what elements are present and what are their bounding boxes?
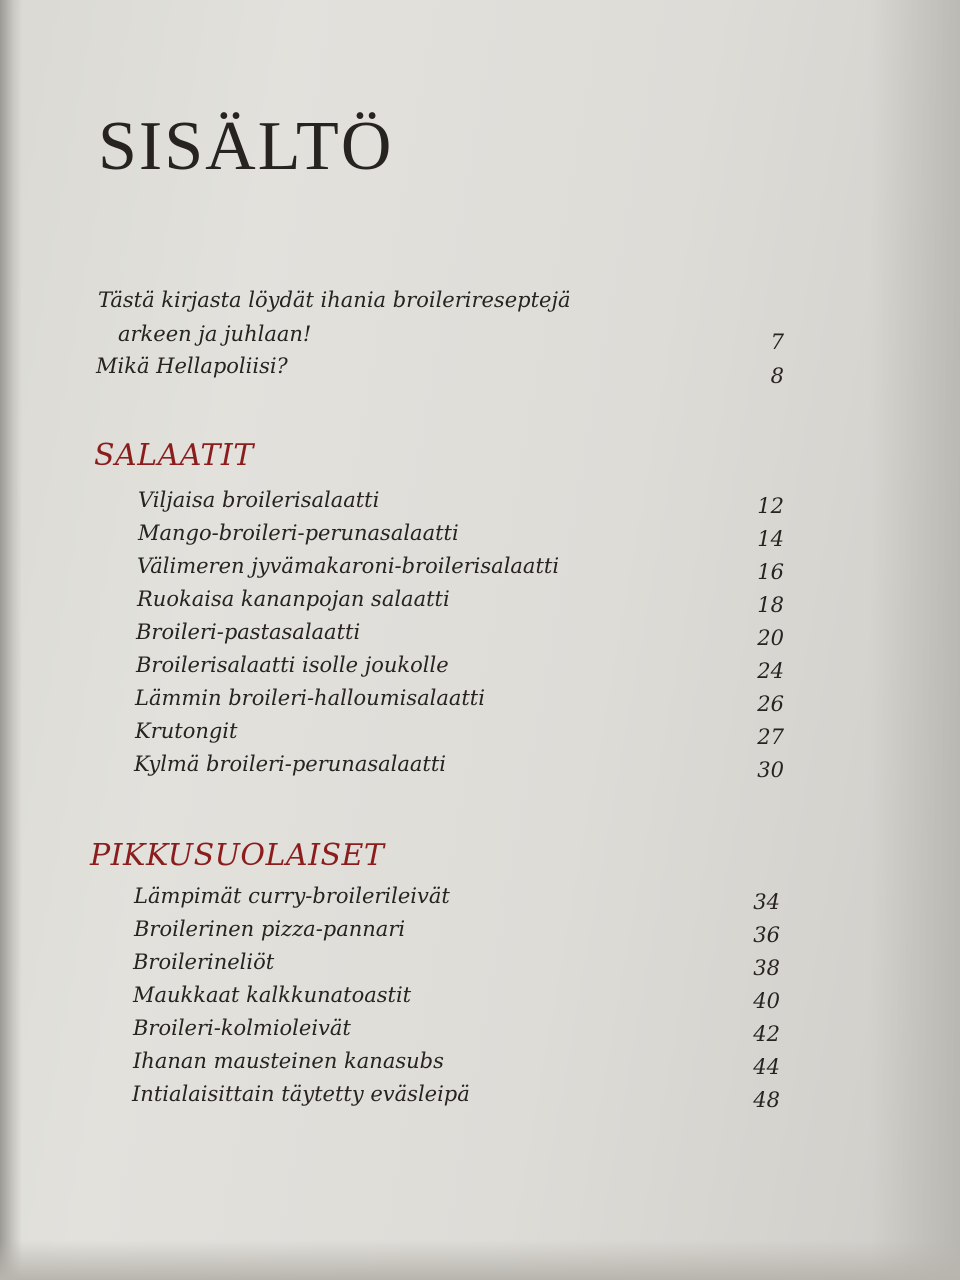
spine-shadow bbox=[0, 0, 22, 1280]
toc-entry-title: Ihanan mausteinen kanasubs bbox=[133, 1049, 444, 1073]
toc-entry-title: Välimeren jyvämakaroni-broilerisalaatti bbox=[137, 554, 560, 578]
toc-entry-title: Kylmä broileri-perunasalaatti bbox=[134, 752, 446, 776]
toc-entry-page-number: 40 bbox=[753, 989, 780, 1013]
toc-entry-page-number: 42 bbox=[753, 1022, 780, 1046]
page-title: SISÄLTÖ bbox=[98, 108, 394, 185]
toc-entry-title: Mango-broileri-perunasalaatti bbox=[138, 521, 459, 545]
toc-entry-page-number: 24 bbox=[757, 659, 784, 683]
toc-entry-title: Broileri-kolmioleivät bbox=[133, 1016, 351, 1040]
toc-entry-title: Maukkaat kalkkunatoastit bbox=[133, 983, 412, 1007]
toc-entry-title: Lämpimät curry-broilerileivät bbox=[134, 884, 450, 908]
page-shadow bbox=[870, 0, 960, 1280]
intro-page-number: 7 bbox=[770, 330, 784, 354]
toc-entry-title: Broileri-pastasalaatti bbox=[136, 620, 361, 644]
toc-entry-page-number: 12 bbox=[757, 494, 784, 518]
section-heading: SALAATIT bbox=[94, 438, 254, 473]
toc-entry-title: Broilerisalaatti isolle joukolle bbox=[136, 653, 449, 677]
toc-entry-page-number: 44 bbox=[753, 1055, 780, 1079]
toc-entry-page-number: 48 bbox=[753, 1088, 780, 1112]
intro-line: Tästä kirjasta löydät ihania broilerireseptejä bbox=[98, 288, 571, 312]
toc-entry-title: Krutongit bbox=[135, 719, 238, 743]
intro-line: arkeen ja juhlaan! bbox=[118, 322, 312, 346]
toc-entry-title: Lämmin broileri-halloumisalaatti bbox=[135, 686, 485, 710]
toc-entry-page-number: 20 bbox=[757, 626, 784, 650]
toc-entry-title: Ruokaisa kananpojan salaatti bbox=[137, 587, 450, 611]
toc-entry-page-number: 16 bbox=[757, 560, 784, 584]
toc-entry-page-number: 34 bbox=[753, 890, 780, 914]
toc-entry-title: Broilerinen pizza-pannari bbox=[134, 917, 406, 941]
toc-entry-page-number: 26 bbox=[757, 692, 784, 716]
toc-entry-page-number: 30 bbox=[757, 758, 784, 782]
toc-entry-page-number: 18 bbox=[757, 593, 784, 617]
intro-line: Mikä Hellapoliisi? bbox=[96, 354, 288, 378]
section-heading: PIKKUSUOLAISET bbox=[90, 838, 385, 873]
toc-entry-title: Viljaisa broilerisalaatti bbox=[138, 488, 380, 512]
toc-entry-page-number: 27 bbox=[757, 725, 784, 749]
toc-entry-page-number: 38 bbox=[753, 956, 780, 980]
intro-page-number: 8 bbox=[770, 364, 784, 388]
toc-entry-page-number: 36 bbox=[753, 923, 780, 947]
page-bottom-edge bbox=[0, 1240, 960, 1280]
toc-entry-title: Broilerineliöt bbox=[133, 950, 275, 974]
toc-entry-page-number: 14 bbox=[757, 527, 784, 551]
toc-entry-title: Intialaisittain täytetty eväsleipä bbox=[132, 1082, 470, 1106]
